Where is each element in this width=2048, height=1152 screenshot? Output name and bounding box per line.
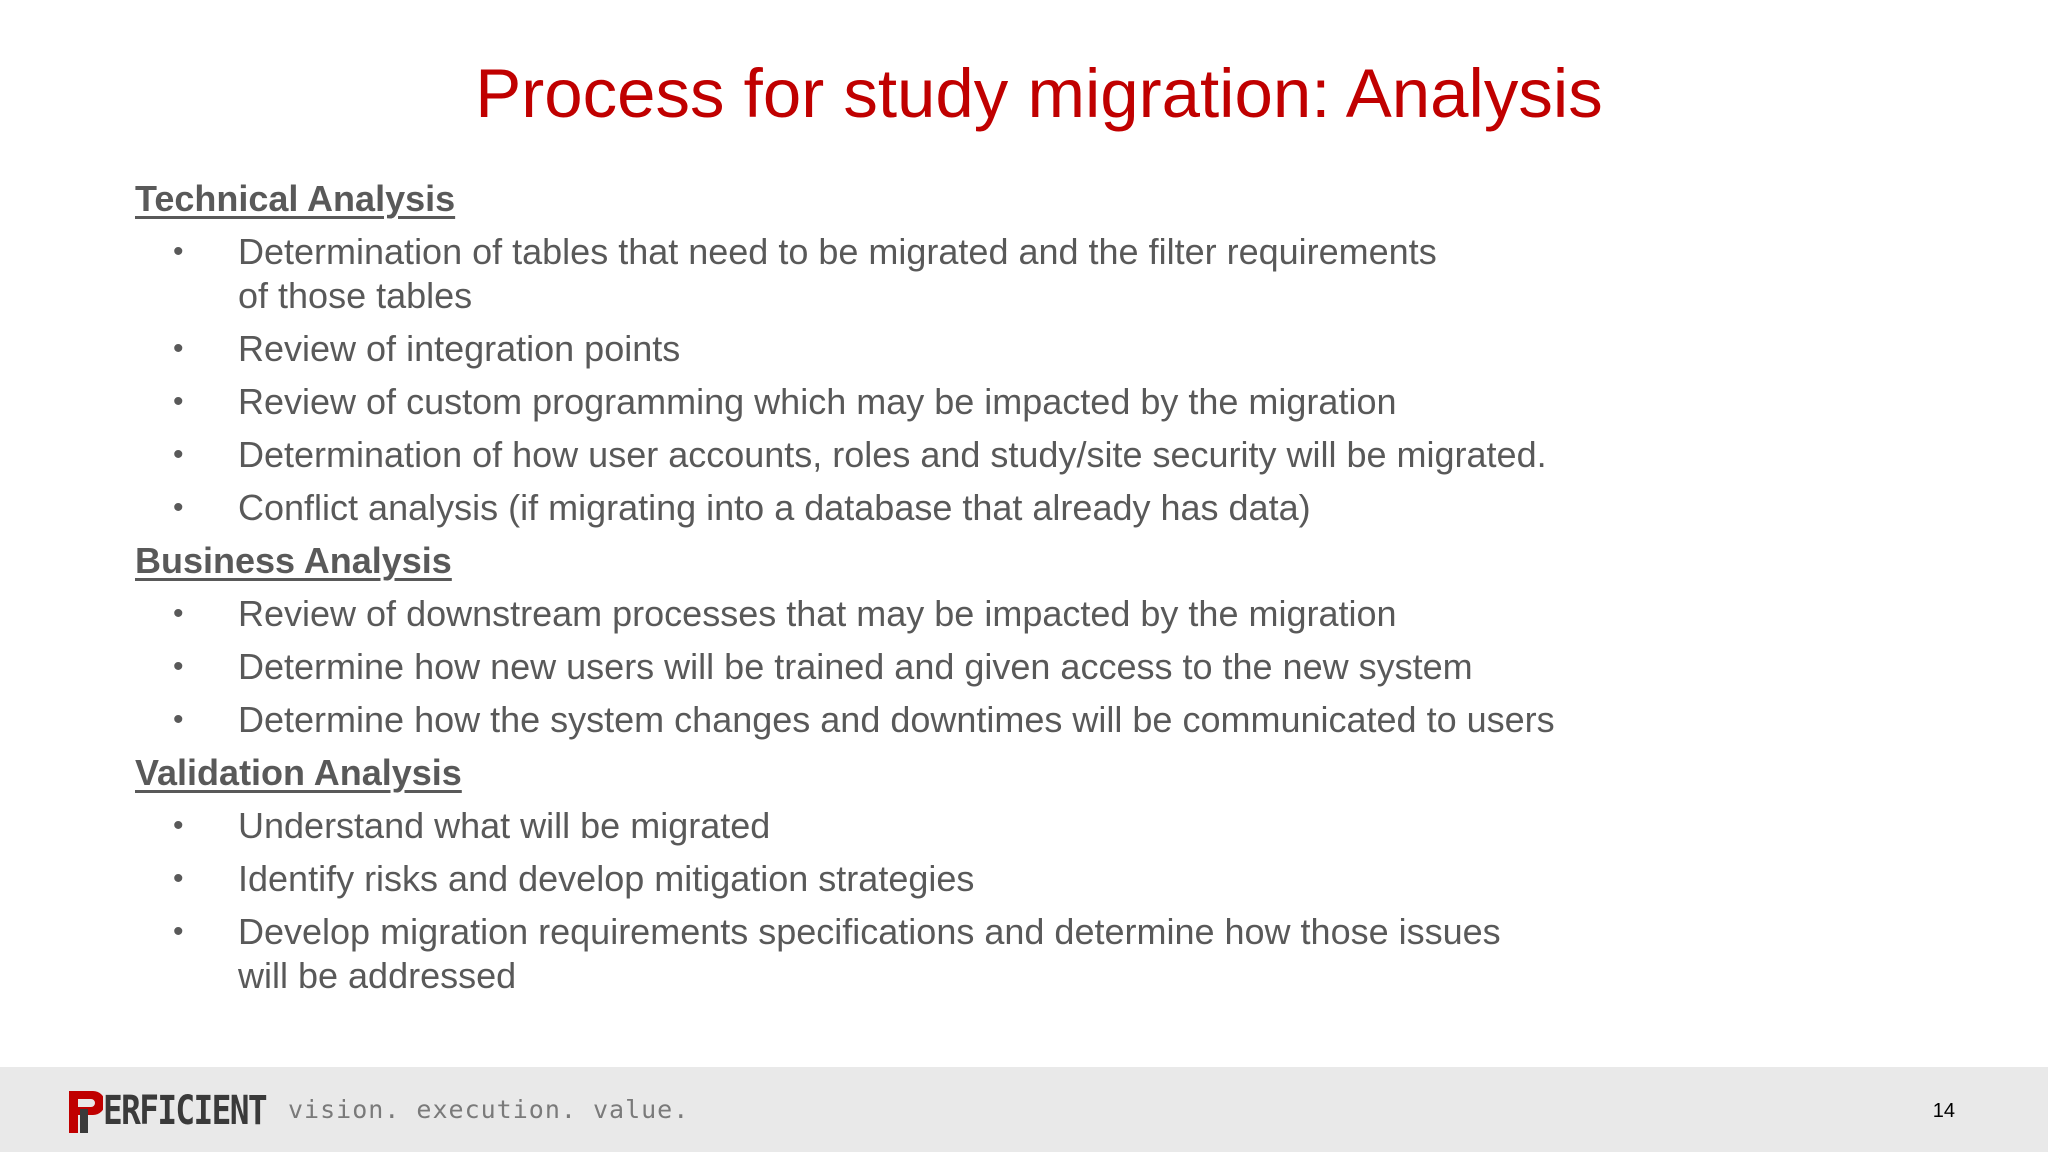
bullet-text: Identify risks and develop mitigation strategies (238, 858, 975, 899)
footer-bar (0, 1067, 2048, 1152)
bullet-item (135, 380, 1588, 424)
bullet-item (135, 804, 1588, 848)
perficient-p-logo-icon (67, 1089, 101, 1133)
page-number: 14 (1932, 1100, 1955, 1122)
slide-title: Process for study migration: Analysis (475, 55, 1603, 132)
bullet-dot: • (173, 491, 184, 524)
bullet-dot: • (173, 235, 184, 268)
bullet-text-continued: of those tables (238, 275, 473, 316)
logo-wordmark: ERFICIENT (103, 1088, 266, 1134)
bullet-item (135, 698, 1588, 742)
footer-tagline: vision. execution. value. (288, 1095, 690, 1124)
perficient-logo (67, 1087, 302, 1135)
bullet-text-continued: will be addressed (238, 955, 517, 996)
section-heading-business-analysis: Business Analysis (135, 540, 452, 581)
bullet-dot: • (173, 597, 184, 630)
bullet-text: Understand what will be migrated (238, 805, 771, 846)
bullet-list-validation-analysis (135, 804, 1735, 998)
slide-content (135, 177, 1735, 1007)
bullet-text: Conflict analysis (if migrating into a database that already has data) (238, 487, 1311, 528)
bullet-item (135, 327, 1588, 371)
section-heading-technical-analysis: Technical Analysis (135, 178, 456, 219)
bullet-item (135, 645, 1588, 689)
bullet-text: Determine how new users will be trained and given access to the new system (238, 646, 1473, 687)
bullet-text: Review of custom programming which may be impacted by the migration (238, 381, 1397, 422)
bullet-dot: • (173, 385, 184, 418)
bullet-text: Review of integration points (238, 328, 681, 369)
bullet-text: Determination of tables that need to be migrated and the filter requirements (238, 231, 1437, 272)
bullet-dot: • (173, 332, 184, 365)
bullet-text: Determine how the system changes and downtimes will be communicated to users (238, 699, 1555, 740)
bullet-dot: • (173, 703, 184, 736)
bullet-list-technical-analysis (135, 230, 1735, 530)
bullet-text: Review of downstream processes that may be impacted by the migration (238, 593, 1397, 634)
bullet-item (135, 592, 1588, 636)
bullet-dot: • (173, 650, 184, 683)
section-heading-validation-analysis: Validation Analysis (135, 752, 462, 793)
bullet-dot: • (173, 438, 184, 471)
bullet-item (135, 433, 1588, 477)
bullet-dot: • (173, 915, 184, 948)
bullet-item (135, 230, 1638, 318)
bullet-item (135, 910, 1638, 998)
bullet-item (135, 857, 1588, 901)
bullet-item (135, 486, 1588, 530)
bullet-text: Determination of how user accounts, roles and study/site security will be migrated. (238, 434, 1547, 475)
bullet-dot: • (173, 809, 184, 842)
bullet-text: Develop migration requirements specifications and determine how those issues (238, 911, 1501, 952)
bullet-dot: • (173, 862, 184, 895)
bullet-list-business-analysis (135, 592, 1735, 742)
